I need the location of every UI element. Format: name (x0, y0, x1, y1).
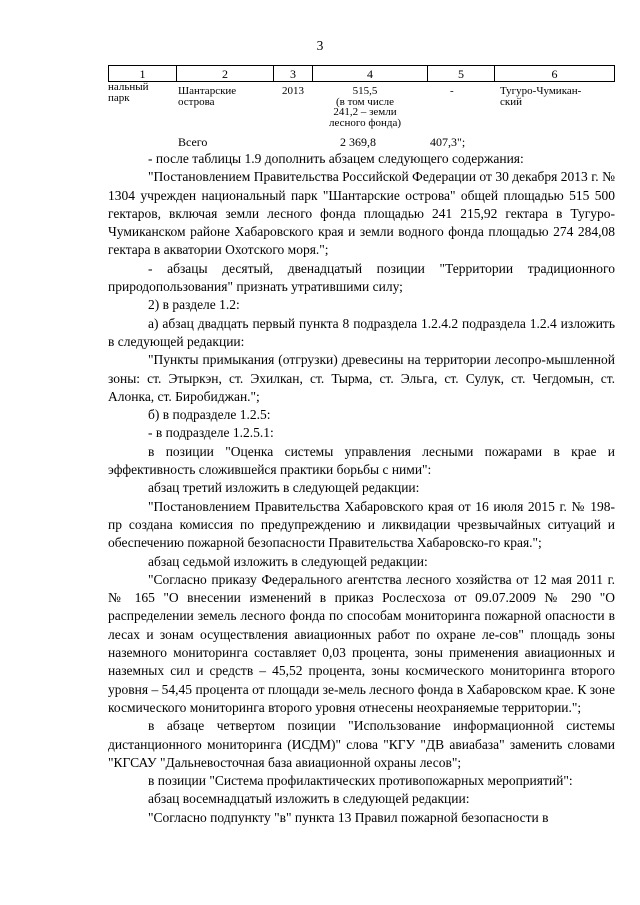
column-number-4: 4 (313, 66, 428, 82)
paragraph-12: абзац седьмой изложить в следующей редакции: (148, 553, 428, 569)
paragraph-5: а) абзац двадцать первый пункта 8 подраздела 1.2.4.2 подраздела 1.2.4 изложить в следующей редакции: (108, 315, 615, 349)
table-cell-type: нальный парк (108, 81, 149, 104)
column-number-3: 3 (274, 66, 313, 82)
paragraph-3: - абзацы десятый, двенадцатый позиции "Территории традиционного природопользования" признать утратившими силу; (108, 260, 615, 295)
paragraph-2: "Постановлением Правительства Российской Федерации от 30 декабря 2013 г. № 1304 учрежден национальный парк "Шантарские острова" общей площадью 515 500 гектаров, включая земли лесного фонда площадью 241 215,92 гектара в Тугуро-Чумиканском районе Хабаровского края и земли водного фонда площадью 274 284,08 гектара в акватории Охотского моря."; (108, 169, 615, 258)
column-number-6: 6 (495, 66, 615, 82)
table-total-label: Всего (178, 135, 208, 149)
page-number: 3 (316, 38, 324, 53)
paragraph-16: абзац восемнадцатый изложить в следующей редакции: (148, 791, 470, 807)
paragraph-9: в позиции "Оценка системы управления лесными пожарами в крае и эффективность сложившейся практики борьбы с ними": (108, 443, 615, 478)
paragraph-1: - после таблицы 1.9 дополнить абзацем следующего содержания: (148, 151, 524, 166)
table-total-area: 2 369,8 (340, 135, 376, 149)
paragraph-10: абзац третий изложить в следующей редакции: (148, 480, 420, 496)
column-number-2: 2 (177, 66, 274, 82)
paragraph-7: б) в подразделе 1.2.5: (148, 407, 271, 423)
table-cell-area: 515,5 (в том числе 241,2 – земли лесного фонда) (328, 85, 402, 129)
paragraph-11: "Постановлением Правительства Хабаровского края от 16 июля 2015 г. № 198-пр создана комиссия по предупреждению и ликвидации чрезвычайных ситуаций и обеспечению пожарной безопасности Правительства Хабаровско-го края."; (108, 498, 615, 551)
paragraph-17: "Согласно подпункту "в" пункта 13 Правил пожарной безопасности в (148, 809, 549, 825)
paragraph-13: "Согласно приказу Федерального агентства лесного хозяйства от 12 мая 2011 г. № 165 "О внесении изменений в приказ Рослесхоза от 09.07.2009 № 290 "О распределении земель лесного фонда по способам мониторинга пожарной опасности в лесах и зонам осуществления авиационных работ по охране ле-сов" площадь зоны наземного мониторинга составляет 0,03 процента, зоны применения авиационных и наземных сил и средств – 45,52 процента, зоны космического мониторинга второго уровня – 54,45 процента от площади зе-мель лесного фонда в Хабаровском крае. К зоне космического мониторинга второго уровня отнесены неохраняемые территории."; (108, 571, 615, 715)
table-total-col5: 407,3"; (430, 135, 466, 149)
paragraph-14: в абзаце четвертом позиции "Использование информационной системы дистанционного мониторинга (ИСДМ)" слова "КГУ "ДВ авиабаза" заменить словами "КГСАУ "Дальневосточная база авиационной охраны лесов"; (108, 718, 615, 770)
table-cell-name: Шантарские острова (178, 85, 237, 108)
column-number-5: 5 (428, 66, 495, 82)
paragraph-4: 2) в разделе 1.2: (148, 297, 240, 313)
paragraph-15: в позиции "Система профилактических противопожарных мероприятий": (148, 773, 573, 789)
table-cell-year: 2013 (282, 85, 304, 97)
paragraph-8: - в подразделе 1.2.5.1: (148, 425, 274, 441)
table-header-row (108, 65, 615, 82)
paragraph-6: "Пункты примыкания (отгрузки) древесины на территории лесопро-мышленной зоны: ст. Этыркэн, ст. Эхилкан, ст. Тырма, ст. Эльга, ст. Сулук, ст. Чегдомын, ст. Алонка, ст. Биробиджан."; (108, 352, 615, 404)
table-cell-district: Тугуро-Чумикан- ский (500, 85, 582, 108)
column-number-1: 1 (109, 66, 177, 82)
body-text (108, 150, 615, 827)
table-cell-col5: - (450, 85, 454, 97)
